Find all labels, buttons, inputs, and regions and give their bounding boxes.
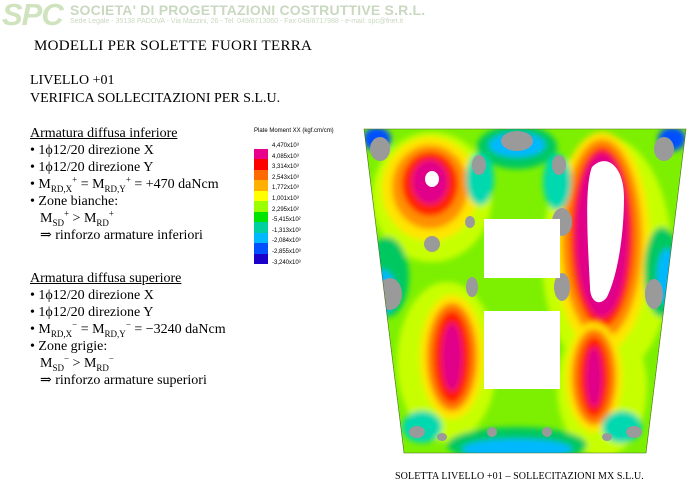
company-address: Sede Legale - 35138 PADOVA - Via Mazzini, 26 - Tel. 049/8713060 - Fax 049/8717988 - e-mail: spc@fnet.it bbox=[70, 18, 404, 25]
upper-dir-y: • 1ϕ12/20 direzione Y bbox=[30, 305, 154, 320]
field-blob bbox=[402, 411, 442, 443]
field-blob bbox=[586, 347, 602, 407]
text: = M bbox=[77, 322, 105, 337]
grey-zone bbox=[409, 426, 425, 438]
page-title: MODELLI PER SOLETTE FUORI TERRA bbox=[34, 38, 313, 54]
figure-caption: SOLETTA LIVELLO +01 – SOLLECITAZIONI MX S.L.U. bbox=[395, 471, 644, 482]
grey-zone bbox=[378, 278, 402, 310]
grey-zone bbox=[466, 277, 478, 297]
upper-reinforcement-section bbox=[30, 270, 226, 389]
white-zone bbox=[425, 171, 439, 187]
subscript: SD bbox=[52, 217, 64, 228]
legend-color-scale bbox=[254, 138, 268, 264]
legend-label: -2,855x10³ bbox=[272, 249, 301, 255]
grey-zone bbox=[487, 427, 497, 437]
subscript: RD,Y bbox=[104, 183, 126, 194]
lower-dir-x: • 1ϕ12/20 direzione X bbox=[30, 143, 154, 158]
subscript: RD,X bbox=[50, 183, 73, 194]
legend-label: 3,314x10³ bbox=[272, 164, 299, 171]
upper-zones: • Zone grigie: bbox=[30, 339, 108, 354]
field-blob bbox=[442, 323, 462, 391]
grey-zone bbox=[645, 279, 663, 309]
grey-zone bbox=[542, 427, 552, 437]
legend-title: Plate Moment XX (kgf.cm/cm) bbox=[254, 128, 334, 134]
subscript: RD bbox=[96, 362, 109, 373]
upper-heading: Armatura diffusa superiore bbox=[30, 271, 182, 286]
text: > M bbox=[69, 211, 97, 226]
superscript: + bbox=[125, 174, 131, 185]
legend-label: 2,543x10³ bbox=[272, 174, 299, 181]
color-legend bbox=[254, 128, 354, 273]
legend-swatch bbox=[254, 191, 268, 202]
legend-label: 1,772x10³ bbox=[272, 185, 299, 192]
text: M bbox=[40, 356, 53, 371]
legend-swatch bbox=[254, 243, 268, 254]
company-name: SOCIETA' DI PROGETTAZIONI COSTRUTTIVE S.R.L. bbox=[70, 2, 426, 18]
text: M bbox=[40, 211, 53, 226]
text: > M bbox=[69, 356, 97, 371]
grey-zone bbox=[370, 137, 390, 161]
moment-value: = −3240 daNcm bbox=[130, 322, 226, 337]
legend-label: 2,295x10² bbox=[272, 206, 299, 213]
subscript: SD bbox=[52, 362, 64, 373]
legend-swatch bbox=[254, 170, 268, 181]
upper-condition bbox=[30, 355, 226, 372]
grey-zone bbox=[654, 137, 674, 161]
upper-reinforce: ⇒ rinforzo armature superiori bbox=[40, 373, 207, 388]
grey-zone bbox=[424, 236, 440, 252]
text: • M bbox=[30, 177, 51, 192]
superscript: + bbox=[63, 208, 70, 219]
subscript: RD,X bbox=[50, 328, 73, 339]
company-logo: SPC bbox=[2, 0, 63, 32]
lower-zones: • Zone bianche: bbox=[30, 194, 119, 209]
lower-heading: Armatura diffusa inferiore bbox=[30, 126, 178, 141]
lower-moment-line bbox=[30, 176, 219, 193]
superscript: + bbox=[108, 208, 114, 219]
lower-reinforce: ⇒ rinforzo armature inferiori bbox=[40, 228, 203, 243]
legend-swatch bbox=[254, 233, 268, 244]
verification-label: VERIFICA SOLLECITAZIONI PER S.L.U. bbox=[30, 91, 281, 106]
contour-field bbox=[362, 127, 688, 455]
legend-label: -5,415x10² bbox=[272, 217, 301, 224]
legend-swatch bbox=[254, 201, 268, 212]
superscript: − bbox=[63, 353, 70, 364]
slab-moment-plot bbox=[362, 127, 688, 455]
text: = M bbox=[77, 177, 105, 192]
lower-reinforcement-section bbox=[30, 125, 219, 244]
lower-dir-y: • 1ϕ12/20 direzione Y bbox=[30, 160, 154, 175]
grey-zone bbox=[472, 155, 486, 175]
grey-zone bbox=[501, 131, 533, 151]
text: • M bbox=[30, 322, 51, 337]
slab-opening-lower bbox=[484, 311, 560, 389]
grey-zone bbox=[465, 216, 475, 228]
level-label: LIVELLO +01 bbox=[30, 73, 115, 88]
slab-opening-upper bbox=[484, 219, 560, 278]
legend-swatch bbox=[254, 180, 268, 191]
grey-zone bbox=[552, 155, 566, 175]
grey-zone bbox=[602, 433, 612, 441]
grey-zone bbox=[437, 433, 447, 441]
page-header bbox=[0, 0, 700, 30]
legend-swatch bbox=[254, 222, 268, 233]
legend-swatch bbox=[254, 149, 268, 160]
superscript: − bbox=[72, 319, 78, 330]
legend-swatch bbox=[254, 212, 268, 223]
subscript: RD,Y bbox=[104, 328, 126, 339]
legend-label: 1,001x10³ bbox=[272, 196, 299, 202]
superscript: − bbox=[108, 353, 114, 364]
legend-label: -3,240x10³ bbox=[272, 259, 301, 266]
legend-label: 4,085x10³ bbox=[272, 153, 299, 160]
lower-condition bbox=[30, 210, 219, 227]
subscript: RD bbox=[96, 217, 109, 228]
upper-dir-x: • 1ϕ12/20 direzione X bbox=[30, 288, 154, 303]
legend-swatch bbox=[254, 138, 268, 149]
superscript: + bbox=[72, 174, 78, 185]
superscript: − bbox=[125, 319, 131, 330]
legend-label: 4,470x10³ bbox=[272, 143, 299, 149]
legend-swatch bbox=[254, 159, 268, 170]
legend-swatch bbox=[254, 254, 268, 265]
legend-label: -1,313x10³ bbox=[272, 227, 301, 234]
upper-moment-line bbox=[30, 321, 226, 338]
moment-value: = +470 daNcm bbox=[130, 177, 219, 192]
legend-label: -2,084x10³ bbox=[272, 238, 301, 245]
grey-zone bbox=[626, 426, 642, 438]
